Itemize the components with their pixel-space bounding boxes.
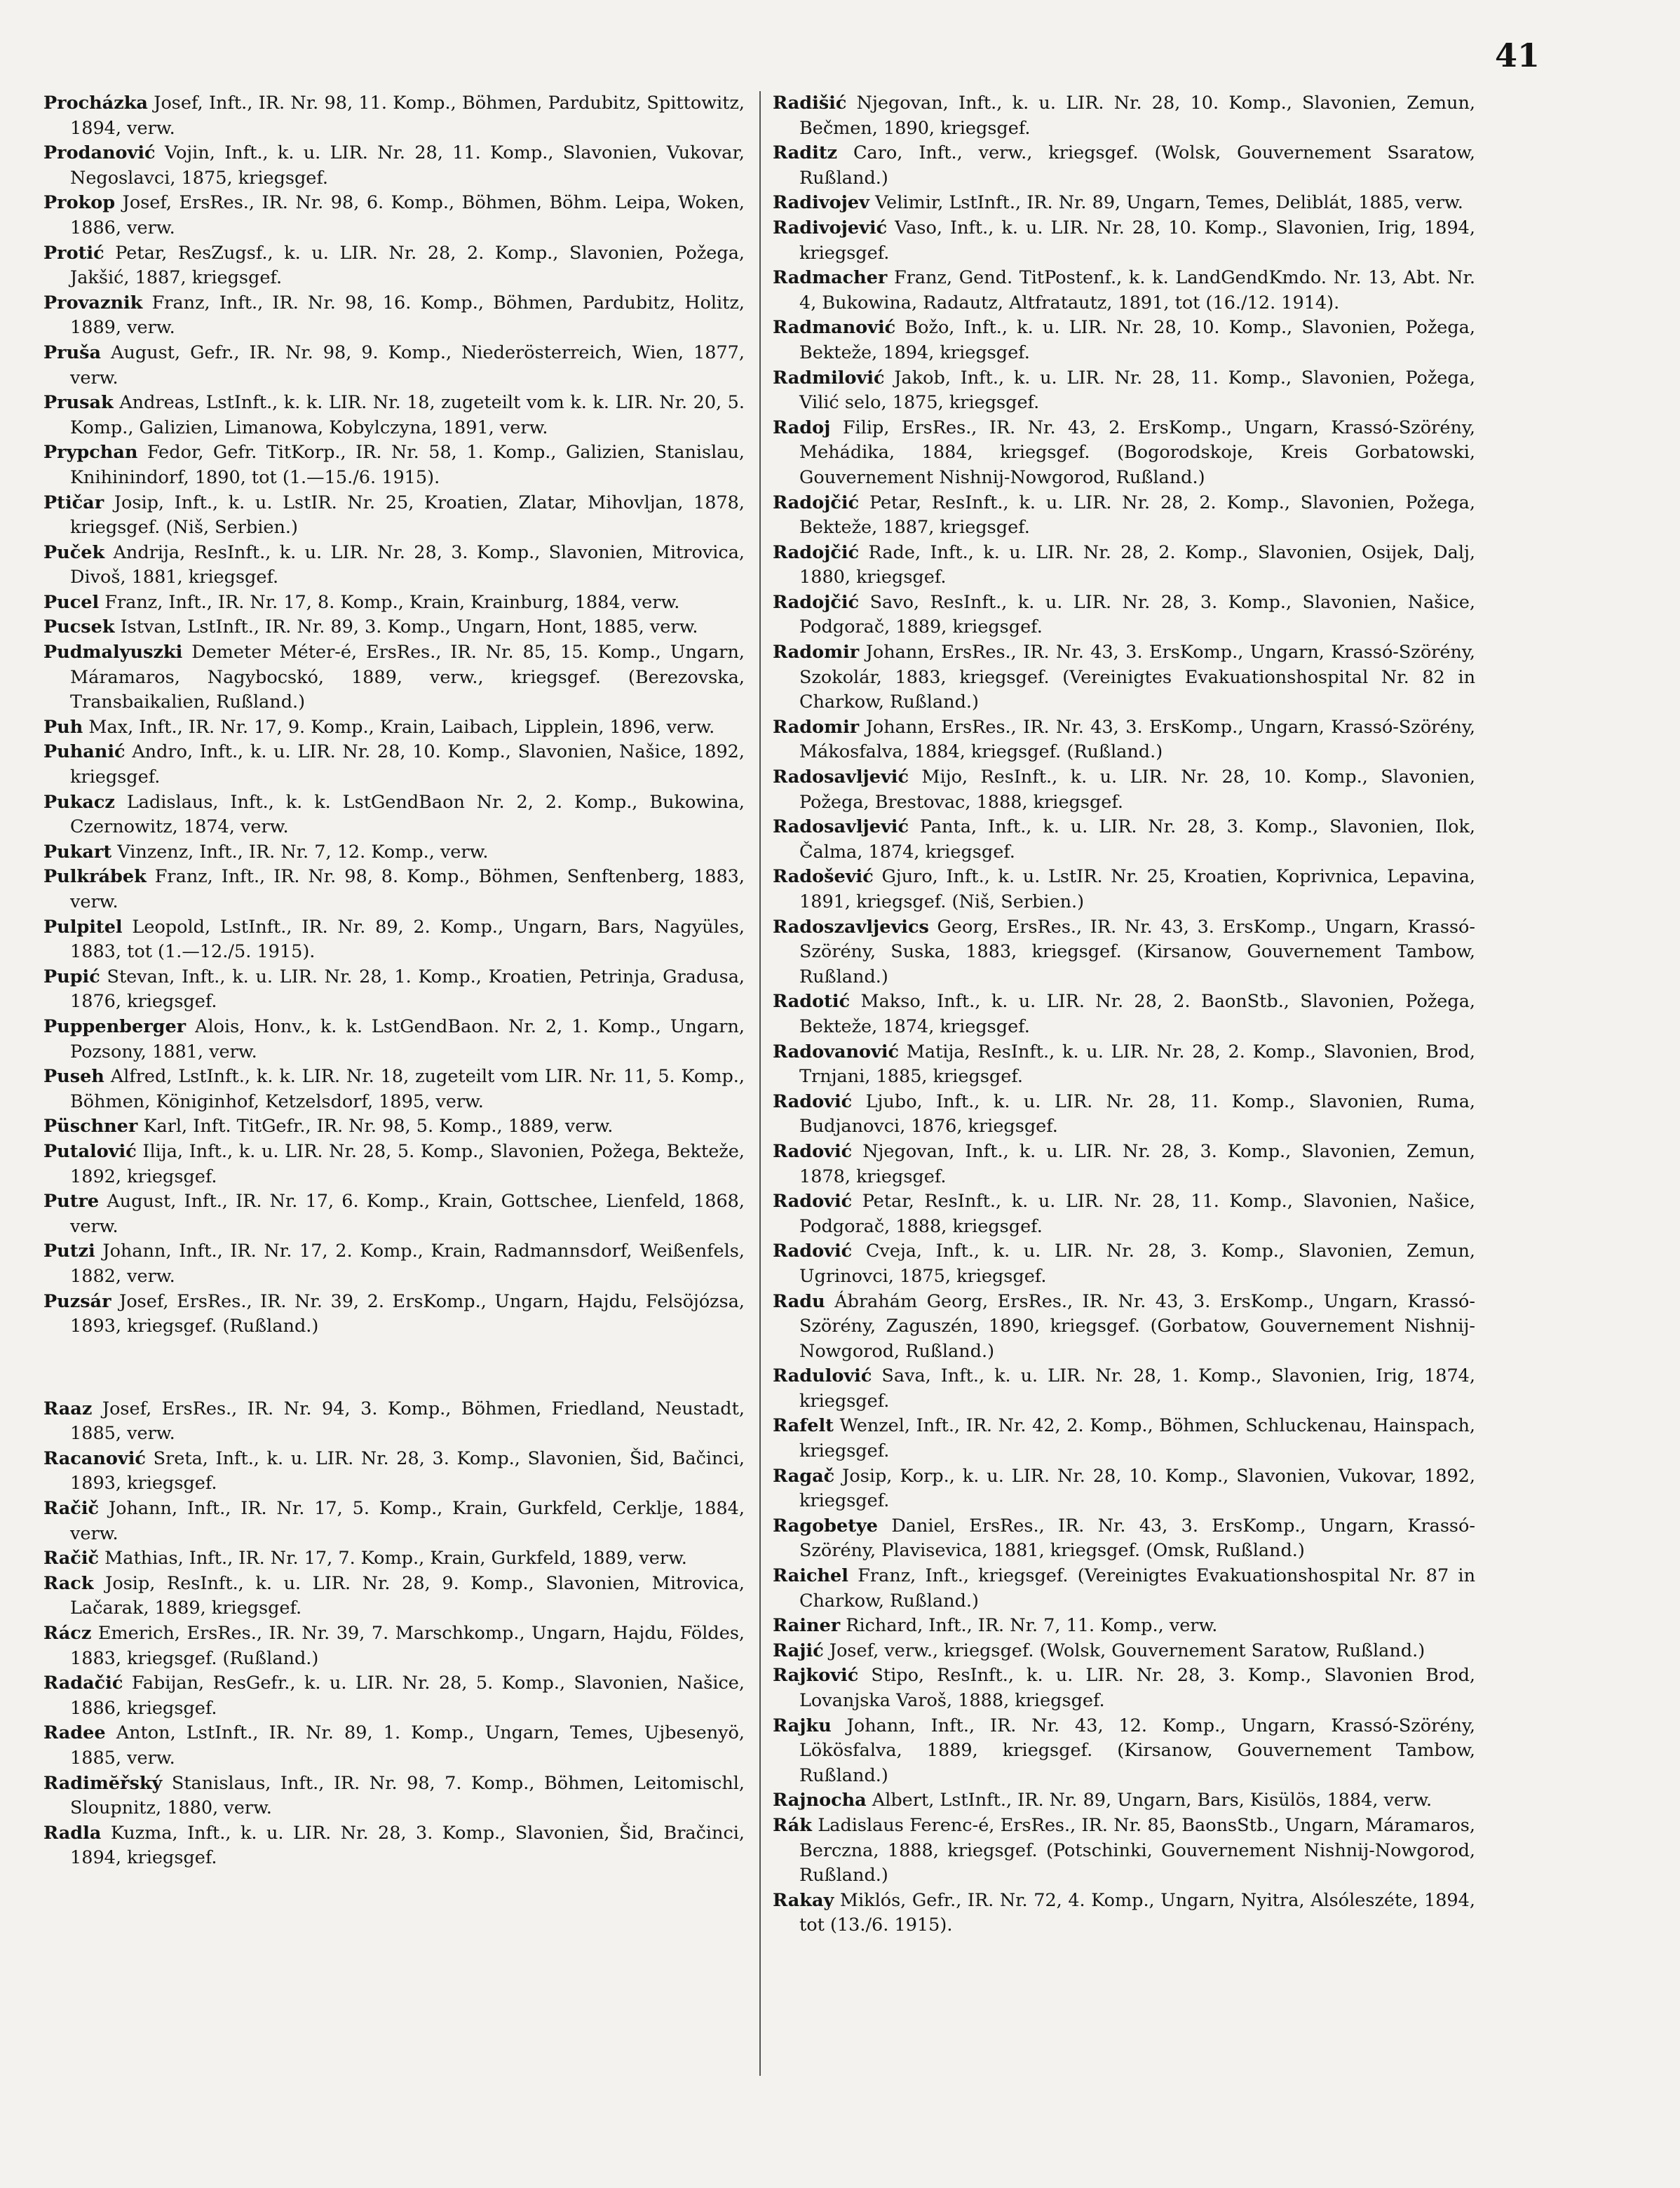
list-entry bbox=[43, 790, 745, 840]
entry-details: Ladislaus, Inft., k. k. LstGendBaon Nr. 2, 2. Komp., Bukowina, Czernowitz, 1874, verw. bbox=[70, 791, 745, 838]
entry-details: Rade, Inft., k. u. LIR. Nr. 28, 2. Komp., Slavonien, Osijek, Dalj, 1880, kriegsgef. bbox=[799, 541, 1475, 588]
entry-details: Istvan, LstInft., IR. Nr. 89, 3. Komp., Ungarn, Hont, 1885, verw. bbox=[120, 616, 698, 638]
entry-details: Josef, ErsRes., IR. Nr. 39, 2. ErsKomp., Ungarn, Hajdu, Felsöjózsa, 1893, kriegsgef. (Rußland.) bbox=[70, 1290, 745, 1337]
entry-surname: Prodanović bbox=[43, 142, 156, 164]
entry-surname: Pulkrábek bbox=[43, 866, 147, 888]
entry-details: Panta, Inft., k. u. LIR. Nr. 28, 3. Komp., Slavonien, Ilok, Čalma, 1874, kriegsgef. bbox=[799, 816, 1475, 863]
entry-details: Alfred, LstInft., k. k. LIR. Nr. 18, zugeteilt vom LIR. Nr. 11, 5. Komp., Böhmen, Königinhof, Ketzelsdorf, 1895, verw. bbox=[70, 1066, 745, 1112]
entry-surname: Puček bbox=[43, 541, 105, 563]
entry-surname: Puhanić bbox=[43, 741, 126, 763]
list-entry bbox=[773, 1614, 1475, 1639]
entry-surname: Rák bbox=[773, 1814, 812, 1836]
entry-details: Mathias, Inft., IR. Nr. 17, 7. Komp., Krain, Gurkfeld, 1889, verw. bbox=[104, 1548, 687, 1569]
entry-details: Johann, ErsRes., IR. Nr. 43, 3. ErsKomp., Ungarn, Krassó-Szörény, Mákosfalva, 1884, kriegsgef. (Rußland.) bbox=[799, 716, 1475, 763]
list-entry bbox=[43, 1397, 745, 1447]
list-entry bbox=[773, 1364, 1475, 1414]
entry-surname: Radoszavljevics bbox=[773, 916, 929, 938]
entry-details: Demeter Méter-é, ErsRes., IR. Nr. 85, 15. Komp., Ungarn, Máramaros, Nagybocskó, 1889, verw., kriegsgef. (Berezovska, Transbaikalien, Rußland.) bbox=[70, 642, 745, 713]
list-entry bbox=[43, 1239, 745, 1289]
entry-surname: Rainer bbox=[773, 1615, 841, 1637]
list-entry bbox=[43, 341, 745, 391]
entry-details: Vinzenz, Inft., IR. Nr. 7, 12. Komp., verw. bbox=[117, 841, 489, 863]
entry-details: Johann, Inft., IR. Nr. 17, 5. Komp., Krain, Gurkfeld, Cerklje, 1884, verw. bbox=[70, 1498, 745, 1544]
list-entry bbox=[43, 1621, 745, 1671]
entry-surname: Račič bbox=[43, 1498, 100, 1520]
entry-details: Ladislaus Ferenc-é, ErsRes., IR. Nr. 85, BaonsStb., Ungarn, Máramaros, Berczna, 1888, kriegsgef. (Potschinki, Gouvernement Nishnij-Nowgorod, Rußland.) bbox=[799, 1814, 1476, 1886]
entry-surname: Radosavljević bbox=[773, 816, 909, 838]
entry-details: Georg, ErsRes., IR. Nr. 43, 3. ErsKomp., Ungarn, Krassó-Szörény, Suska, 1883, kriegsgef. (Kirsanow, Gouvernement Tambow, Rußland.) bbox=[799, 916, 1476, 987]
entry-details: Anton, LstInft., IR. Nr. 89, 1. Komp., Ungarn, Temes, Ujbesenyö, 1885, verw. bbox=[70, 1722, 745, 1769]
entry-surname: Ragač bbox=[773, 1465, 835, 1487]
entry-details: Franz, Gend. TitPostenf., k. k. LandGendKmdo. Nr. 13, Abt. Nr. 4, Bukowina, Radautz, Altfratautz, 1891, tot (16./12. 1914). bbox=[799, 267, 1475, 313]
section-gap bbox=[43, 1339, 745, 1397]
right-column-r-entries bbox=[773, 91, 1475, 1938]
entry-surname: Procházka bbox=[43, 93, 148, 114]
entry-surname: Radotić bbox=[773, 991, 851, 1013]
entry-surname: Rácz bbox=[43, 1623, 92, 1645]
list-entry bbox=[43, 965, 745, 1015]
entry-surname: Radulović bbox=[773, 1365, 872, 1387]
entry-details: Miklós, Gefr., IR. Nr. 72, 4. Komp., Ungarn, Nyitra, Alsóleszéte, 1894, tot (13./6. 1915). bbox=[799, 1889, 1475, 1936]
entry-surname: Radović bbox=[773, 1140, 853, 1162]
entry-surname: Puzsár bbox=[43, 1290, 111, 1312]
entry-surname: Pupić bbox=[43, 966, 100, 987]
entry-details: Max, Inft., IR. Nr. 17, 9. Komp., Krain, Laibach, Lipplein, 1896, verw. bbox=[88, 716, 715, 738]
entry-details: Makso, Inft., k. u. LIR. Nr. 28, 2. BaonStb., Slavonien, Požega, Bekteže, 1874, kriegsgef. bbox=[799, 991, 1476, 1037]
entry-details: Petar, ResZugsf., k. u. LIR. Nr. 28, 2. Komp., Slavonien, Požega, Jakšić, 1887, kriegsgef. bbox=[70, 242, 745, 289]
entry-details: Filip, ErsRes., IR. Nr. 43, 2. ErsKomp., Ungarn, Krassó-Szörény, Mehádika, 1884, kriegsgef. (Bogorodskoje, Kreis Gorbatowski, Gouvernement Nishnij-Nowgorod, Rußland.) bbox=[799, 417, 1475, 488]
entry-surname: Radišić bbox=[773, 93, 847, 114]
entry-details: Andrija, ResInft., k. u. LIR. Nr. 28, 3. Komp., Slavonien, Mitrovica, Divoš, 1881, kriegsgef. bbox=[70, 541, 745, 588]
list-entry bbox=[43, 1015, 745, 1065]
list-entry bbox=[43, 1671, 745, 1721]
entry-details: Velimir, LstInft., IR. Nr. 89, Ungarn, Temes, Deliblát, 1885, verw. bbox=[875, 192, 1463, 214]
left-column bbox=[43, 91, 745, 1871]
entry-surname: Radu bbox=[773, 1290, 825, 1312]
entry-details: Leopold, LstInft., IR. Nr. 89, 2. Komp., Ungarn, Bars, Nagyüles, 1883, tot (1.—12./5. 1915). bbox=[70, 916, 745, 963]
entry-surname: Radojčić bbox=[773, 591, 860, 613]
list-entry bbox=[773, 1889, 1475, 1938]
list-entry bbox=[773, 1814, 1475, 1889]
entry-details: Gjuro, Inft., k. u. LstIR. Nr. 25, Kroatien, Koprivnica, Lepavina, 1891, kriegsgef. (Niš, Serbien.) bbox=[799, 866, 1476, 912]
list-entry bbox=[43, 1497, 745, 1546]
entry-surname: Račič bbox=[43, 1548, 100, 1569]
list-entry bbox=[43, 1114, 745, 1140]
entry-details: Caro, Inft., verw., kriegsgef. (Wolsk, Gouvernement Ssaratow, Rußland.) bbox=[799, 142, 1475, 189]
column-divider bbox=[759, 91, 761, 2076]
list-entry bbox=[43, 915, 745, 965]
page-number: 41 bbox=[1494, 36, 1540, 74]
entry-surname: Raichel bbox=[773, 1565, 848, 1587]
list-entry bbox=[43, 491, 745, 541]
left-column-r-entries bbox=[43, 1397, 745, 1871]
list-entry bbox=[43, 1140, 745, 1189]
entry-details: Jakob, Inft., k. u. LIR. Nr. 28, 11. Komp., Slavonien, Požega, Vilić selo, 1875, kriegsgef. bbox=[799, 367, 1475, 414]
entry-details: Franz, Inft., kriegsgef. (Vereinigtes Evakuationshospital Nr. 87 in Charkow, Rußland.) bbox=[799, 1565, 1476, 1612]
entry-details: Savo, ResInft., k. u. LIR. Nr. 28, 3. Komp., Slavonien, Našice, Podgorač, 1889, kriegsgef. bbox=[799, 591, 1476, 638]
list-entry bbox=[773, 1040, 1475, 1090]
list-entry bbox=[773, 590, 1475, 640]
list-entry bbox=[43, 1189, 745, 1239]
entry-surname: Radović bbox=[773, 1090, 853, 1112]
entry-surname: Radojčić bbox=[773, 541, 860, 563]
entry-details: Andro, Inft., k. u. LIR. Nr. 28, 10. Komp., Slavonien, Našice, 1892, kriegsgef. bbox=[70, 741, 745, 788]
list-entry bbox=[43, 840, 745, 865]
entry-surname: Pukacz bbox=[43, 791, 115, 813]
left-column-p-entries bbox=[43, 91, 745, 1339]
list-entry bbox=[43, 1771, 745, 1821]
entry-details: Albert, LstInft., IR. Nr. 89, Ungarn, Bars, Kisülös, 1884, verw. bbox=[872, 1790, 1432, 1811]
list-entry bbox=[773, 1239, 1475, 1289]
entry-details: Fedor, Gefr. TitKorp., IR. Nr. 58, 1. Komp., Galizien, Stanislau, Knihinindorf, 1890, tot (1.—15./6. 1915). bbox=[70, 442, 745, 488]
entry-surname: Puppenberger bbox=[43, 1015, 187, 1037]
list-entry bbox=[773, 1090, 1475, 1140]
list-entry bbox=[773, 765, 1475, 815]
entry-surname: Puseh bbox=[43, 1066, 104, 1088]
entry-surname: Radosavljević bbox=[773, 767, 909, 788]
list-entry bbox=[773, 640, 1475, 715]
entry-details: Franz, Inft., IR. Nr. 98, 16. Komp., Böhmen, Pardubitz, Holitz, 1889, verw. bbox=[70, 292, 745, 339]
entry-details: Josip, Korp., k. u. LIR. Nr. 28, 10. Komp., Slavonien, Vukovar, 1892, kriegsgef. bbox=[799, 1465, 1476, 1512]
list-entry bbox=[773, 865, 1475, 914]
entry-surname: Puh bbox=[43, 716, 83, 738]
list-entry bbox=[773, 1464, 1475, 1514]
list-entry bbox=[773, 491, 1475, 541]
entry-details: Stanislaus, Inft., IR. Nr. 98, 7. Komp., Böhmen, Leitomischl, Sloupnitz, 1880, verw. bbox=[70, 1772, 745, 1819]
entry-details: Božo, Inft., k. u. LIR. Nr. 28, 10. Komp., Slavonien, Požega, Bekteže, 1894, kriegsgef. bbox=[799, 317, 1475, 363]
entry-surname: Putzi bbox=[43, 1241, 95, 1262]
entry-details: Vojin, Inft., k. u. LIR. Nr. 28, 11. Komp., Slavonien, Vukovar, Negoslavci, 1875, kriegsgef. bbox=[70, 142, 745, 189]
entry-details: Stipo, ResInft., k. u. LIR. Nr. 28, 3. Komp., Slavonien Brod, Lovanjska Varoš, 1888, kriegsgef. bbox=[799, 1665, 1476, 1711]
entry-surname: Radimĕřský bbox=[43, 1772, 163, 1794]
entry-surname: Pulpitel bbox=[43, 916, 123, 938]
entry-details: Matija, ResInft., k. u. LIR. Nr. 28, 2. Komp., Slavonien, Brod, Trnjani, 1885, kriegsgef. bbox=[799, 1041, 1475, 1088]
entry-surname: Prypchan bbox=[43, 442, 138, 464]
entry-surname: Putalović bbox=[43, 1140, 137, 1162]
entry-surname: Radivojev bbox=[773, 192, 869, 214]
list-entry bbox=[43, 1447, 745, 1497]
entry-surname: Protić bbox=[43, 242, 104, 264]
entry-surname: Radla bbox=[43, 1822, 102, 1844]
list-entry bbox=[43, 391, 745, 440]
entry-surname: Raditz bbox=[773, 142, 838, 164]
entry-surname: Rafelt bbox=[773, 1415, 834, 1437]
list-entry bbox=[43, 541, 745, 590]
entry-surname: Rack bbox=[43, 1572, 94, 1594]
entry-details: Fabijan, ResGefr., k. u. LIR. Nr. 28, 5. Komp., Slavonien, Našice, 1886, kriegsgef. bbox=[70, 1673, 745, 1719]
list-entry bbox=[43, 615, 745, 640]
list-entry bbox=[43, 590, 745, 616]
entry-surname: Radošević bbox=[773, 866, 874, 888]
list-entry bbox=[773, 141, 1475, 191]
list-entry bbox=[43, 1290, 745, 1339]
list-entry bbox=[773, 1564, 1475, 1614]
list-entry bbox=[43, 141, 745, 191]
entry-surname: Ptičar bbox=[43, 492, 104, 513]
list-entry bbox=[43, 1572, 745, 1621]
list-entry bbox=[43, 241, 745, 291]
list-entry bbox=[773, 316, 1475, 365]
entry-details: Stevan, Inft., k. u. LIR. Nr. 28, 1. Komp., Kroatien, Petrinja, Gradusa, 1876, kriegsgef. bbox=[70, 966, 745, 1013]
entry-surname: Radoj bbox=[773, 417, 831, 438]
entry-details: Ilija, Inft., k. u. LIR. Nr. 28, 5. Komp., Slavonien, Požega, Bekteže, 1892, kriegsgef. bbox=[70, 1140, 745, 1187]
list-entry bbox=[773, 1414, 1475, 1464]
list-entry bbox=[773, 266, 1475, 316]
entry-surname: Pucel bbox=[43, 591, 100, 613]
list-entry bbox=[43, 1821, 745, 1871]
entry-details: Josip, Inft., k. u. LstIR. Nr. 25, Kroatien, Zlatar, Mihovljan, 1878, kriegsgef. (Niš, Serbien.) bbox=[70, 492, 745, 539]
list-entry bbox=[43, 291, 745, 341]
entry-details: August, Inft., IR. Nr. 17, 6. Komp., Krain, Gottschee, Lienfeld, 1868, verw. bbox=[70, 1191, 745, 1237]
list-entry bbox=[773, 541, 1475, 590]
entry-surname: Radee bbox=[43, 1722, 106, 1744]
entry-surname: Raaz bbox=[43, 1398, 93, 1419]
entry-details: Sava, Inft., k. u. LIR. Nr. 28, 1. Komp., Slavonien, Irig, 1874, kriegsgef. bbox=[799, 1365, 1475, 1412]
entry-surname: Radović bbox=[773, 1241, 853, 1262]
entry-details: Richard, Inft., IR. Nr. 7, 11. Komp., verw. bbox=[846, 1615, 1218, 1637]
entry-surname: Rajić bbox=[773, 1640, 824, 1661]
entry-details: Mijo, ResInft., k. u. LIR. Nr. 28, 10. Komp., Slavonien, Požega, Brestovac, 1888, kriegsgef. bbox=[799, 767, 1475, 813]
entry-surname: Radovanović bbox=[773, 1041, 900, 1062]
entry-surname: Radačić bbox=[43, 1673, 123, 1694]
entry-details: Johann, Inft., IR. Nr. 17, 2. Komp., Krain, Radmannsdorf, Weißenfels, 1882, verw. bbox=[70, 1241, 745, 1287]
entry-details: Josef, Inft., IR. Nr. 98, 11. Komp., Böhmen, Pardubitz, Spittowitz, 1894, verw. bbox=[70, 93, 745, 139]
list-entry bbox=[773, 1140, 1475, 1189]
entry-details: August, Gefr., IR. Nr. 98, 9. Komp., Niederösterreich, Wien, 1877, verw. bbox=[70, 342, 745, 389]
list-entry bbox=[43, 440, 745, 490]
list-entry bbox=[773, 1639, 1475, 1664]
list-entry bbox=[43, 715, 745, 741]
entry-details: Sreta, Inft., k. u. LIR. Nr. 28, 3. Komp., Slavonien, Šid, Bačinci, 1893, kriegsgef. bbox=[70, 1447, 745, 1494]
entry-details: Ljubo, Inft., k. u. LIR. Nr. 28, 11. Komp., Slavonien, Ruma, Budjanovci, 1876, kriegsgef. bbox=[799, 1090, 1475, 1137]
entry-surname: Radmanović bbox=[773, 317, 896, 339]
entry-details: Franz, Inft., IR. Nr. 98, 8. Komp., Böhmen, Senftenberg, 1883, verw. bbox=[70, 866, 745, 912]
entry-details: Kuzma, Inft., k. u. LIR. Nr. 28, 3. Komp., Slavonien, Šid, Bračinci, 1894, kriegsgef. bbox=[70, 1822, 745, 1869]
list-entry bbox=[43, 1065, 745, 1114]
list-entry bbox=[43, 640, 745, 715]
entry-surname: Prusak bbox=[43, 392, 114, 414]
entry-details: Ábrahám Georg, ErsRes., IR. Nr. 43, 3. ErsKomp., Ungarn, Krassó-Szörény, Zaguszén, 1890, kriegsgef. (Gorbatow, Gouvernement Nishnij-Nowgorod, Rußland.) bbox=[799, 1290, 1476, 1362]
list-entry bbox=[773, 715, 1475, 765]
right-column bbox=[773, 91, 1475, 1938]
list-entry bbox=[43, 191, 745, 241]
entry-details: Wenzel, Inft., IR. Nr. 42, 2. Komp., Böhmen, Schluckenau, Hainspach, kriegsgef. bbox=[799, 1415, 1475, 1462]
list-entry bbox=[773, 1788, 1475, 1814]
list-entry bbox=[43, 1721, 745, 1771]
entry-surname: Rajković bbox=[773, 1665, 859, 1687]
entry-surname: Rajku bbox=[773, 1715, 832, 1736]
entry-details: Vaso, Inft., k. u. LIR. Nr. 28, 10. Komp., Slavonien, Irig, 1894, kriegsgef. bbox=[799, 217, 1475, 264]
entry-details: Franz, Inft., IR. Nr. 17, 8. Komp., Krain, Krainburg, 1884, verw. bbox=[104, 591, 680, 613]
entry-details: Emerich, ErsRes., IR. Nr. 39, 7. Marschkomp., Ungarn, Hajdu, Földes, 1883, kriegsgef. (Rußland.) bbox=[70, 1623, 745, 1669]
entry-surname: Prokop bbox=[43, 192, 116, 214]
list-entry bbox=[773, 1189, 1475, 1239]
entry-surname: Radmilović bbox=[773, 367, 885, 389]
list-entry bbox=[773, 1290, 1475, 1365]
list-entry bbox=[773, 191, 1475, 216]
entry-details: Josef, ErsRes., IR. Nr. 94, 3. Komp., Böhmen, Friedland, Neustadt, 1885, verw. bbox=[70, 1398, 745, 1445]
entry-details: Johann, ErsRes., IR. Nr. 43, 3. ErsKomp., Ungarn, Krassó-Szörény, Szokolár, 1883, kriegsgef. (Vereinigtes Evakuationshospital Nr. 82 in Charkow, Rußland.) bbox=[799, 642, 1475, 713]
list-entry bbox=[773, 1663, 1475, 1713]
entry-details: Njegovan, Inft., k. u. LIR. Nr. 28, 3. Komp., Slavonien, Zemun, 1878, kriegsgef. bbox=[799, 1140, 1475, 1187]
entry-surname: Pukart bbox=[43, 841, 112, 863]
entry-surname: Rakay bbox=[773, 1889, 834, 1911]
list-entry bbox=[43, 91, 745, 141]
entry-surname: Ragobetye bbox=[773, 1515, 879, 1537]
list-entry bbox=[43, 740, 745, 790]
entry-surname: Rajnocha bbox=[773, 1790, 867, 1811]
entry-details: Andreas, LstInft., k. k. LIR. Nr. 18, zugeteilt vom k. k. LIR. Nr. 20, 5. Komp., Galizien, Limanowa, Kobylczyna, 1891, verw. bbox=[70, 392, 745, 438]
entry-surname: Püschner bbox=[43, 1116, 138, 1137]
entry-details: Cveja, Inft., k. u. LIR. Nr. 28, 3. Komp., Slavonien, Zemun, Ugrinovci, 1875, kriegsgef. bbox=[799, 1241, 1476, 1287]
entry-surname: Provaznik bbox=[43, 292, 143, 313]
entry-surname: Radmacher bbox=[773, 267, 888, 289]
entry-surname: Radomir bbox=[773, 716, 860, 738]
entry-surname: Putre bbox=[43, 1191, 100, 1213]
list-entry bbox=[773, 1514, 1475, 1564]
entry-details: Josef, ErsRes., IR. Nr. 98, 6. Komp., Böhmen, Böhm. Leipa, Woken, 1886, verw. bbox=[70, 192, 745, 238]
list-entry bbox=[773, 815, 1475, 865]
list-entry bbox=[773, 990, 1475, 1039]
list-entry bbox=[773, 366, 1475, 416]
entry-details: Alois, Honv., k. k. LstGendBaon. Nr. 2, 1. Komp., Ungarn, Pozsony, 1881, verw. bbox=[70, 1015, 745, 1062]
entry-surname: Radomir bbox=[773, 642, 860, 663]
list-entry bbox=[773, 1714, 1475, 1789]
entry-details: Petar, ResInft., k. u. LIR. Nr. 28, 11. Komp., Slavonien, Našice, Podgorač, 1888, kriegsgef. bbox=[799, 1191, 1476, 1237]
entry-details: Daniel, ErsRes., IR. Nr. 43, 3. ErsKomp., Ungarn, Krassó-Szörény, Plavisevica, 1881, kriegsgef. (Omsk, Rußland.) bbox=[799, 1515, 1475, 1562]
entry-surname: Radojčić bbox=[773, 492, 860, 513]
entry-surname: Radović bbox=[773, 1191, 853, 1213]
list-entry bbox=[43, 1546, 745, 1572]
entry-details: Njegovan, Inft., k. u. LIR. Nr. 28, 10. Komp., Slavonien, Zemun, Bečmen, 1890, kriegsgef. bbox=[799, 93, 1476, 139]
list-entry bbox=[773, 91, 1475, 141]
list-entry bbox=[773, 915, 1475, 990]
entry-surname: Pudmalyuszki bbox=[43, 642, 183, 663]
entry-details: Johann, Inft., IR. Nr. 43, 12. Komp., Ungarn, Krassó-Szörény, Lökösfalva, 1889, kriegsgef. (Kirsanow, Gouvernement Tambow, Rußland.) bbox=[799, 1715, 1475, 1786]
entry-surname: Pruša bbox=[43, 342, 102, 363]
entry-surname: Radivojević bbox=[773, 217, 888, 238]
list-entry bbox=[43, 865, 745, 914]
entry-surname: Pucsek bbox=[43, 616, 115, 638]
entry-details: Josip, ResInft., k. u. LIR. Nr. 28, 9. Komp., Slavonien, Mitrovica, Lačarak, 1889, kriegsgef. bbox=[70, 1572, 745, 1619]
list-entry bbox=[773, 416, 1475, 491]
entry-surname: Racanović bbox=[43, 1447, 146, 1469]
entry-details: Karl, Inft. TitGefr., IR. Nr. 98, 5. Komp., 1889, verw. bbox=[143, 1116, 614, 1137]
entry-details: Petar, ResInft., k. u. LIR. Nr. 28, 2. Komp., Slavonien, Požega, Bekteže, 1887, kriegsgef. bbox=[799, 492, 1475, 539]
list-entry bbox=[773, 216, 1475, 266]
entry-details: Josef, verw., kriegsgef. (Wolsk, Gouvernement Saratow, Rußland.) bbox=[829, 1640, 1425, 1661]
